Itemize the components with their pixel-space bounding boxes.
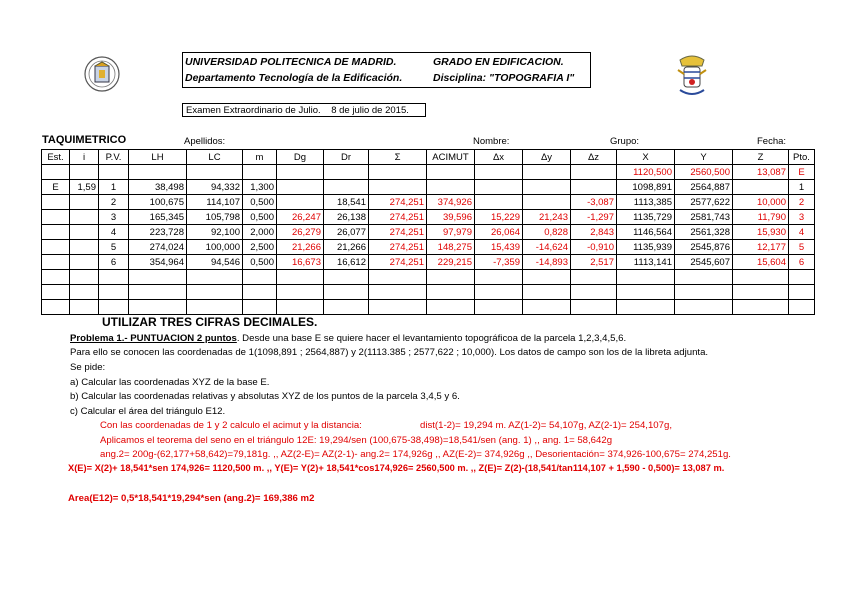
column-header: Dr — [324, 150, 369, 165]
table-cell: 1,59 — [70, 180, 99, 195]
table-cell: 11,790 — [733, 210, 789, 225]
table-cell — [523, 180, 571, 195]
table-cell — [427, 270, 475, 285]
table-cell: 1 — [789, 180, 815, 195]
table-cell — [475, 300, 523, 315]
table-cell: 0,500 — [243, 255, 277, 270]
table-cell — [70, 285, 99, 300]
problem-intro: . Desde una base E se quiere hacer el levantamiento topográficoa de la parcela 1,2,3,4,5,6. — [236, 333, 627, 344]
table-cell: 105,798 — [187, 210, 243, 225]
table-row — [42, 255, 815, 270]
table-cell: 1135,729 — [617, 210, 675, 225]
table-cell: 2561,328 — [675, 225, 733, 240]
table-cell — [523, 165, 571, 180]
table-cell — [369, 270, 427, 285]
column-header: ACIMUT — [427, 150, 475, 165]
table-cell: E — [789, 165, 815, 180]
table-row — [42, 195, 815, 210]
table-cell — [369, 180, 427, 195]
table-cell — [99, 165, 129, 180]
table-cell — [733, 285, 789, 300]
table-cell — [617, 285, 675, 300]
table-cell: 94,546 — [187, 255, 243, 270]
table-cell — [277, 195, 324, 210]
problem-line-2: Para ello se conocen las coordenadas de 1(1098,891 ; 2564,887) y 2(1113.385 ; 2577,622 ; 10,000). Los datos de campo son los de la libreta adjunta. — [70, 347, 709, 358]
grupo-label: Grupo: — [610, 136, 640, 147]
exam-date: 8 de julio de 2015. — [331, 105, 409, 116]
column-header: LC — [187, 150, 243, 165]
table-cell: 2564,887 — [675, 180, 733, 195]
header-box — [182, 52, 591, 88]
table-cell — [129, 300, 187, 315]
solution-line-4: X(E)= X(2)+ 18,541*sen 174,926= 1120,500 m. ,, Y(E)= Y(2)+ 18,541*cos174,926= 2560,500 m. ,, Z(E)= Z(2)-(18,541/tan114,107 + 1,590 - 0,500)= 13,087 m. — [68, 463, 725, 473]
table-cell — [733, 270, 789, 285]
subject-name: Disciplina: "TOPOGRAFIA I" — [433, 72, 575, 84]
table-cell: 2,843 — [571, 225, 617, 240]
table-cell: 2,000 — [243, 225, 277, 240]
table-cell: 10,000 — [733, 195, 789, 210]
table-cell — [70, 210, 99, 225]
table-cell — [70, 165, 99, 180]
table-cell — [187, 300, 243, 315]
table-cell: 1120,500 — [617, 165, 675, 180]
table-cell — [475, 180, 523, 195]
table-cell: 26,138 — [324, 210, 369, 225]
table-cell: 2545,607 — [675, 255, 733, 270]
table-cell — [675, 270, 733, 285]
table-cell: 16,673 — [277, 255, 324, 270]
table-cell: 100,000 — [187, 240, 243, 255]
table-cell — [675, 300, 733, 315]
table-cell: 18,541 — [324, 195, 369, 210]
column-header: LH — [129, 150, 187, 165]
table-cell — [187, 285, 243, 300]
table-cell — [277, 285, 324, 300]
table-cell: 6 — [99, 255, 129, 270]
table-cell — [42, 165, 70, 180]
table-cell: 1 — [99, 180, 129, 195]
table-cell — [243, 285, 277, 300]
table-cell: 1146,564 — [617, 225, 675, 240]
table-cell — [42, 285, 70, 300]
table-cell: 2,500 — [243, 240, 277, 255]
column-header: Δy — [523, 150, 571, 165]
table-cell — [129, 165, 187, 180]
table-cell: 15,229 — [475, 210, 523, 225]
table-cell: 39,596 — [427, 210, 475, 225]
table-cell: 21,243 — [523, 210, 571, 225]
table-cell — [42, 240, 70, 255]
table-cell: 274,024 — [129, 240, 187, 255]
table-cell — [277, 270, 324, 285]
column-header: Z — [733, 150, 789, 165]
column-header: X — [617, 150, 675, 165]
decimals-heading: UTILIZAR TRES CIFRAS DECIMALES. — [102, 315, 318, 329]
table-cell — [70, 225, 99, 240]
table-cell — [187, 165, 243, 180]
taquimetrico-title: TAQUIMETRICO — [42, 134, 127, 146]
table-row — [42, 165, 815, 180]
table-cell: -7,359 — [475, 255, 523, 270]
table-cell — [243, 165, 277, 180]
table-cell: 374,926 — [427, 195, 475, 210]
table-cell — [571, 180, 617, 195]
table-cell — [475, 270, 523, 285]
column-header: Dg — [277, 150, 324, 165]
column-header: Est. — [42, 150, 70, 165]
table-cell — [99, 270, 129, 285]
table-cell: 0,500 — [243, 210, 277, 225]
table-cell: 15,604 — [733, 255, 789, 270]
table-cell: -0,910 — [571, 240, 617, 255]
table-cell — [789, 270, 815, 285]
table-cell — [523, 300, 571, 315]
table-cell: 3 — [99, 210, 129, 225]
table-cell — [571, 285, 617, 300]
table-cell — [243, 270, 277, 285]
column-header: i — [70, 150, 99, 165]
column-header: Δx — [475, 150, 523, 165]
table-cell: 100,675 — [129, 195, 187, 210]
table-cell — [70, 240, 99, 255]
table-cell — [475, 165, 523, 180]
table-cell: 92,100 — [187, 225, 243, 240]
column-header: Σ — [369, 150, 427, 165]
table-cell: 274,251 — [369, 255, 427, 270]
table-cell: 5 — [99, 240, 129, 255]
table-cell: 15,439 — [475, 240, 523, 255]
table-cell — [733, 300, 789, 315]
table-cell — [42, 300, 70, 315]
table-cell — [523, 270, 571, 285]
table-cell: 274,251 — [369, 225, 427, 240]
fecha-label: Fecha: — [757, 136, 787, 147]
table-cell — [70, 300, 99, 315]
solution-line-1b: dist(1-2)= 19,294 m. AZ(1-2)= 54,107g, AZ(2-1)= 254,107g, — [420, 420, 672, 431]
column-header: Pto. — [789, 150, 815, 165]
table-cell — [324, 180, 369, 195]
table-cell: 16,612 — [324, 255, 369, 270]
table-cell — [243, 300, 277, 315]
table-cell — [617, 300, 675, 315]
table-cell: 2,517 — [571, 255, 617, 270]
solution-line-3: ang.2= 200g-(62,177+58,642)=79,181g. ,, AZ(2-E)= AZ(2-1)- ang.2= 174,926g ,, AZ(E-2)= 374,926g ,, Desorientación= 374,926-100,675= 274,251g. — [100, 449, 731, 460]
table-cell — [675, 285, 733, 300]
table-cell: E — [42, 180, 70, 195]
table-cell: 13,087 — [733, 165, 789, 180]
table-cell — [42, 270, 70, 285]
table-cell — [733, 180, 789, 195]
table-cell — [475, 285, 523, 300]
table-cell — [324, 270, 369, 285]
upm-logo — [84, 56, 120, 92]
table-cell: 0,828 — [523, 225, 571, 240]
table-cell: 354,964 — [129, 255, 187, 270]
degree-name: GRADO EN EDIFICACION. — [433, 56, 564, 68]
table-cell: 15,930 — [733, 225, 789, 240]
table-cell: 114,107 — [187, 195, 243, 210]
table-cell: 0,500 — [243, 195, 277, 210]
table-cell — [42, 255, 70, 270]
table-cell: 94,332 — [187, 180, 243, 195]
table-cell: 274,251 — [369, 240, 427, 255]
table-cell — [369, 285, 427, 300]
table-cell: 3 — [789, 210, 815, 225]
table-cell — [277, 165, 324, 180]
table-cell — [42, 210, 70, 225]
table-row — [42, 285, 815, 300]
table-cell: 229,215 — [427, 255, 475, 270]
table-cell: 2577,622 — [675, 195, 733, 210]
table-cell: 38,498 — [129, 180, 187, 195]
apellidos-label: Apellidos: — [184, 136, 226, 147]
table-cell: 2 — [99, 195, 129, 210]
table-cell — [70, 195, 99, 210]
table-cell: 4 — [99, 225, 129, 240]
table-cell — [369, 165, 427, 180]
problem-title: Problema 1.- PUNTUACION 2 puntos — [70, 333, 237, 344]
question-c: c) Calcular el área del triángulo E12. — [70, 406, 226, 417]
exam-title: Examen Extraordinario de Julio. — [186, 105, 321, 116]
table-cell: 26,077 — [324, 225, 369, 240]
table-cell — [427, 285, 475, 300]
table-row — [42, 180, 815, 195]
table-cell — [789, 300, 815, 315]
table-cell: -3,087 — [571, 195, 617, 210]
question-a: a) Calcular las coordenadas XYZ de la base E. — [70, 377, 270, 388]
table-cell: 223,728 — [129, 225, 187, 240]
table-row — [42, 300, 815, 315]
table-cell: 4 — [789, 225, 815, 240]
column-header: Δz — [571, 150, 617, 165]
table-cell — [523, 285, 571, 300]
question-b: b) Calcular las coordenadas relativas y absolutas XYZ de los puntos de la parcela 3,4,5 y 6. — [70, 391, 460, 402]
solution-line-1a: Con las coordenadas de 1 y 2 calculo el acimut y la distancia: — [100, 420, 362, 431]
table-cell: 2581,743 — [675, 210, 733, 225]
table-cell — [277, 180, 324, 195]
exam-box — [182, 103, 426, 117]
table-cell — [99, 285, 129, 300]
table-cell — [427, 180, 475, 195]
table-cell — [789, 285, 815, 300]
table-cell: 165,345 — [129, 210, 187, 225]
table-cell: 1135,939 — [617, 240, 675, 255]
column-header: Y — [675, 150, 733, 165]
table-cell: 5 — [789, 240, 815, 255]
table-cell — [129, 270, 187, 285]
table-cell: 274,251 — [369, 195, 427, 210]
table-cell — [617, 270, 675, 285]
field-book-table — [41, 149, 815, 315]
table-cell — [324, 300, 369, 315]
table-cell: -14,624 — [523, 240, 571, 255]
column-header: m — [243, 150, 277, 165]
table-cell — [187, 270, 243, 285]
table-header-row — [42, 150, 815, 165]
table-cell — [427, 300, 475, 315]
table-cell: 1098,891 — [617, 180, 675, 195]
table-cell: 1113,141 — [617, 255, 675, 270]
table-cell — [324, 285, 369, 300]
table-cell: 1,300 — [243, 180, 277, 195]
table-cell: 21,266 — [277, 240, 324, 255]
table-cell: 2560,500 — [675, 165, 733, 180]
table-cell — [571, 270, 617, 285]
table-cell: 274,251 — [369, 210, 427, 225]
table-cell: 26,279 — [277, 225, 324, 240]
table-cell — [523, 195, 571, 210]
table-cell — [70, 255, 99, 270]
table-row — [42, 225, 815, 240]
table-cell — [99, 300, 129, 315]
table-cell: 2545,876 — [675, 240, 733, 255]
solution-line-2: Aplicamos el teorema del seno en el triángulo 12E: 19,294/sen (100,675-38,498)=18,541/sen (ang. 1) ,, ang. 1= 58,642g — [100, 435, 613, 446]
solution-area: Area(E12)= 0,5*18,541*19,294*sen (ang.2)= 169,386 m2 — [68, 493, 315, 504]
table-cell: -1,297 — [571, 210, 617, 225]
table-cell: 12,177 — [733, 240, 789, 255]
table-cell — [277, 300, 324, 315]
university-name: UNIVERSIDAD POLITECNICA DE MADRID. — [185, 56, 397, 68]
table-cell — [70, 270, 99, 285]
problem-line-1 — [70, 333, 626, 344]
table-cell: 26,247 — [277, 210, 324, 225]
table-cell: -14,893 — [523, 255, 571, 270]
nombre-label: Nombre: — [473, 136, 510, 147]
table-cell: 26,064 — [475, 225, 523, 240]
table-cell: 21,266 — [324, 240, 369, 255]
table-cell: 2 — [789, 195, 815, 210]
table-cell — [475, 195, 523, 210]
table-cell — [571, 165, 617, 180]
table-cell — [427, 165, 475, 180]
problem-line-3: Se pide: — [70, 362, 106, 373]
table-row — [42, 240, 815, 255]
table-cell: 148,275 — [427, 240, 475, 255]
table-cell — [42, 195, 70, 210]
edificacion-crest — [672, 52, 712, 100]
table-cell: 6 — [789, 255, 815, 270]
column-header: P.V. — [99, 150, 129, 165]
table-cell: 97,979 — [427, 225, 475, 240]
table-cell: 1113,385 — [617, 195, 675, 210]
table-cell — [324, 165, 369, 180]
table-row — [42, 210, 815, 225]
table-cell — [571, 300, 617, 315]
table-cell — [369, 300, 427, 315]
table-cell — [129, 285, 187, 300]
department-name: Departamento Tecnología de la Edificación. — [185, 72, 403, 84]
table-cell — [42, 225, 70, 240]
table-row — [42, 270, 815, 285]
